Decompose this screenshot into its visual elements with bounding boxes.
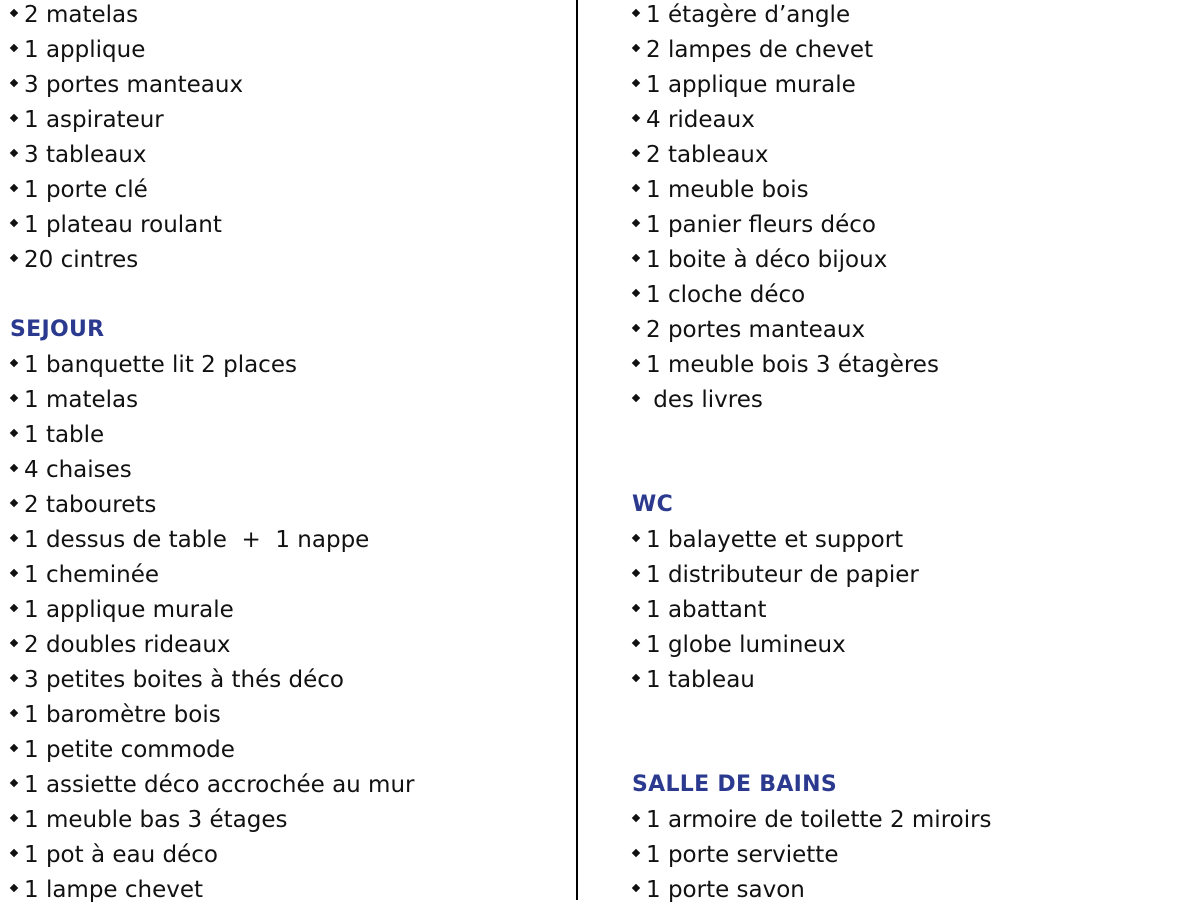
item-text: 2 matelas	[24, 2, 139, 28]
inventory-item	[10, 35, 570, 70]
column-divider	[576, 0, 578, 900]
item-text: 3 petites boites à thés déco	[24, 667, 345, 693]
item-text: 1 applique murale	[24, 597, 234, 623]
inventory-item	[10, 840, 570, 875]
item-text: 1 cloche déco	[646, 282, 806, 308]
item-text: 1 pot à eau déco	[24, 842, 218, 868]
inventory-item	[10, 70, 570, 105]
diamond-bullet-icon	[10, 744, 18, 752]
item-text: 2 doubles rideaux	[24, 632, 231, 658]
diamond-bullet-icon	[10, 114, 18, 122]
item-text: 1 plateau roulant	[24, 212, 222, 238]
inventory-item	[632, 385, 1192, 420]
diamond-bullet-icon	[632, 289, 640, 297]
inventory-item	[632, 560, 1192, 595]
diamond-bullet-icon	[10, 359, 18, 367]
inventory-item	[632, 245, 1192, 280]
item-text: 2 tabourets	[24, 492, 157, 518]
item-text: 4 rideaux	[646, 107, 755, 133]
diamond-bullet-icon	[10, 394, 18, 402]
diamond-bullet-icon	[632, 254, 640, 262]
diamond-bullet-icon	[10, 429, 18, 437]
diamond-bullet-icon	[632, 569, 640, 577]
inventory-item	[10, 595, 570, 630]
diamond-bullet-icon	[632, 674, 640, 682]
item-text: 1 armoire de toilette 2 miroirs	[646, 807, 992, 833]
inventory-item	[632, 70, 1192, 105]
diamond-bullet-icon	[632, 359, 640, 367]
inventory-item	[632, 665, 1192, 700]
diamond-bullet-icon	[632, 114, 640, 122]
blank-line	[10, 280, 570, 315]
diamond-bullet-icon	[632, 534, 640, 542]
item-text: 20 cintres	[24, 247, 139, 273]
blank-line	[632, 455, 1192, 490]
inventory-item	[10, 245, 570, 280]
inventory-item	[10, 175, 570, 210]
item-text: 1 matelas	[24, 387, 139, 413]
item-text: 1 meuble bois 3 étagères	[646, 352, 939, 378]
section-heading: SEJOUR	[10, 317, 105, 342]
inventory-item	[632, 595, 1192, 630]
inventory-item	[10, 455, 570, 490]
right-column	[632, 0, 1192, 910]
diamond-bullet-icon	[632, 604, 640, 612]
inventory-item	[632, 280, 1192, 315]
diamond-bullet-icon	[10, 534, 18, 542]
item-text: 1 assiette déco accrochée au mur	[24, 772, 415, 798]
inventory-item	[10, 630, 570, 665]
item-text: 1 balayette et support	[646, 527, 904, 553]
diamond-bullet-icon	[632, 884, 640, 892]
item-text: 1 lampe chevet	[24, 877, 204, 903]
inventory-item	[10, 105, 570, 140]
inventory-item	[632, 140, 1192, 175]
inventory-item	[10, 770, 570, 805]
diamond-bullet-icon	[10, 674, 18, 682]
item-text: 1 aspirateur	[24, 107, 164, 133]
diamond-bullet-icon	[632, 44, 640, 52]
inventory-item	[10, 420, 570, 455]
inventory-item	[10, 700, 570, 735]
item-text: 1 porte serviette	[646, 842, 839, 868]
diamond-bullet-icon	[10, 639, 18, 647]
item-text: 1 porte clé	[24, 177, 148, 203]
diamond-bullet-icon	[10, 464, 18, 472]
inventory-item	[10, 525, 570, 560]
inventory-item	[10, 665, 570, 700]
item-text: 1 dessus de table + 1 nappe	[24, 527, 370, 553]
item-text: 1 applique	[24, 37, 146, 63]
diamond-bullet-icon	[632, 79, 640, 87]
item-text: des livres	[646, 387, 763, 413]
inventory-item	[632, 315, 1192, 350]
inventory-item	[632, 805, 1192, 840]
diamond-bullet-icon	[10, 149, 18, 157]
diamond-bullet-icon	[632, 814, 640, 822]
item-text: 2 lampes de chevet	[646, 37, 874, 63]
inventory-item	[632, 175, 1192, 210]
inventory-item	[10, 385, 570, 420]
inventory-item	[632, 525, 1192, 560]
diamond-bullet-icon	[632, 149, 640, 157]
diamond-bullet-icon	[10, 569, 18, 577]
diamond-bullet-icon	[10, 254, 18, 262]
item-text: 1 table	[24, 422, 105, 448]
diamond-bullet-icon	[632, 394, 640, 402]
item-text: 1 boite à déco bijoux	[646, 247, 888, 273]
diamond-bullet-icon	[10, 709, 18, 717]
inventory-item	[632, 875, 1192, 910]
diamond-bullet-icon	[632, 219, 640, 227]
item-text: 1 globe lumineux	[646, 632, 846, 658]
item-text: 4 chaises	[24, 457, 132, 483]
diamond-bullet-icon	[10, 184, 18, 192]
blank-line	[632, 700, 1192, 735]
item-text: 1 porte savon	[646, 877, 805, 903]
item-text: 1 banquette lit 2 places	[24, 352, 297, 378]
diamond-bullet-icon	[10, 814, 18, 822]
item-text: 1 cheminée	[24, 562, 159, 588]
diamond-bullet-icon	[10, 79, 18, 87]
item-text: 1 tableau	[646, 667, 755, 693]
item-text: 3 portes manteaux	[24, 72, 244, 98]
item-text: 1 meuble bas 3 étages	[24, 807, 288, 833]
inventory-item	[10, 140, 570, 175]
diamond-bullet-icon	[10, 849, 18, 857]
inventory-item	[632, 0, 1192, 35]
diamond-bullet-icon	[10, 499, 18, 507]
left-column	[10, 0, 570, 910]
blank-line	[632, 420, 1192, 455]
inventory-item	[10, 210, 570, 245]
item-text: 1 étagère d’angle	[646, 2, 851, 28]
diamond-bullet-icon	[632, 324, 640, 332]
diamond-bullet-icon	[632, 639, 640, 647]
inventory-item	[10, 350, 570, 385]
item-text: 1 meuble bois	[646, 177, 809, 203]
diamond-bullet-icon	[632, 184, 640, 192]
inventory-item	[10, 490, 570, 525]
inventory-item	[10, 805, 570, 840]
diamond-bullet-icon	[632, 9, 640, 17]
inventory-item	[632, 105, 1192, 140]
diamond-bullet-icon	[10, 219, 18, 227]
inventory-item	[632, 350, 1192, 385]
item-text: 1 distributeur de papier	[646, 562, 919, 588]
item-text: 3 tableaux	[24, 142, 147, 168]
item-text: 2 tableaux	[646, 142, 769, 168]
inventory-item	[10, 875, 570, 910]
item-text: 1 petite commode	[24, 737, 235, 763]
blank-line	[632, 735, 1192, 770]
diamond-bullet-icon	[10, 44, 18, 52]
diamond-bullet-icon	[10, 884, 18, 892]
item-text: 2 portes manteaux	[646, 317, 866, 343]
item-text: 1 baromètre bois	[24, 702, 221, 728]
inventory-item	[10, 735, 570, 770]
inventory-item	[632, 840, 1192, 875]
item-text: 1 applique murale	[646, 72, 856, 98]
inventory-item	[10, 560, 570, 595]
inventory-item	[632, 210, 1192, 245]
diamond-bullet-icon	[10, 9, 18, 17]
section-heading: SALLE DE BAINS	[632, 772, 837, 797]
item-text: 1 panier fleurs déco	[646, 212, 876, 238]
diamond-bullet-icon	[10, 604, 18, 612]
diamond-bullet-icon	[10, 779, 18, 787]
item-text: 1 abattant	[646, 597, 767, 623]
inventory-item	[632, 630, 1192, 665]
inventory-item	[10, 0, 570, 35]
inventory-item	[632, 35, 1192, 70]
diamond-bullet-icon	[632, 849, 640, 857]
section-heading: WC	[632, 492, 674, 517]
